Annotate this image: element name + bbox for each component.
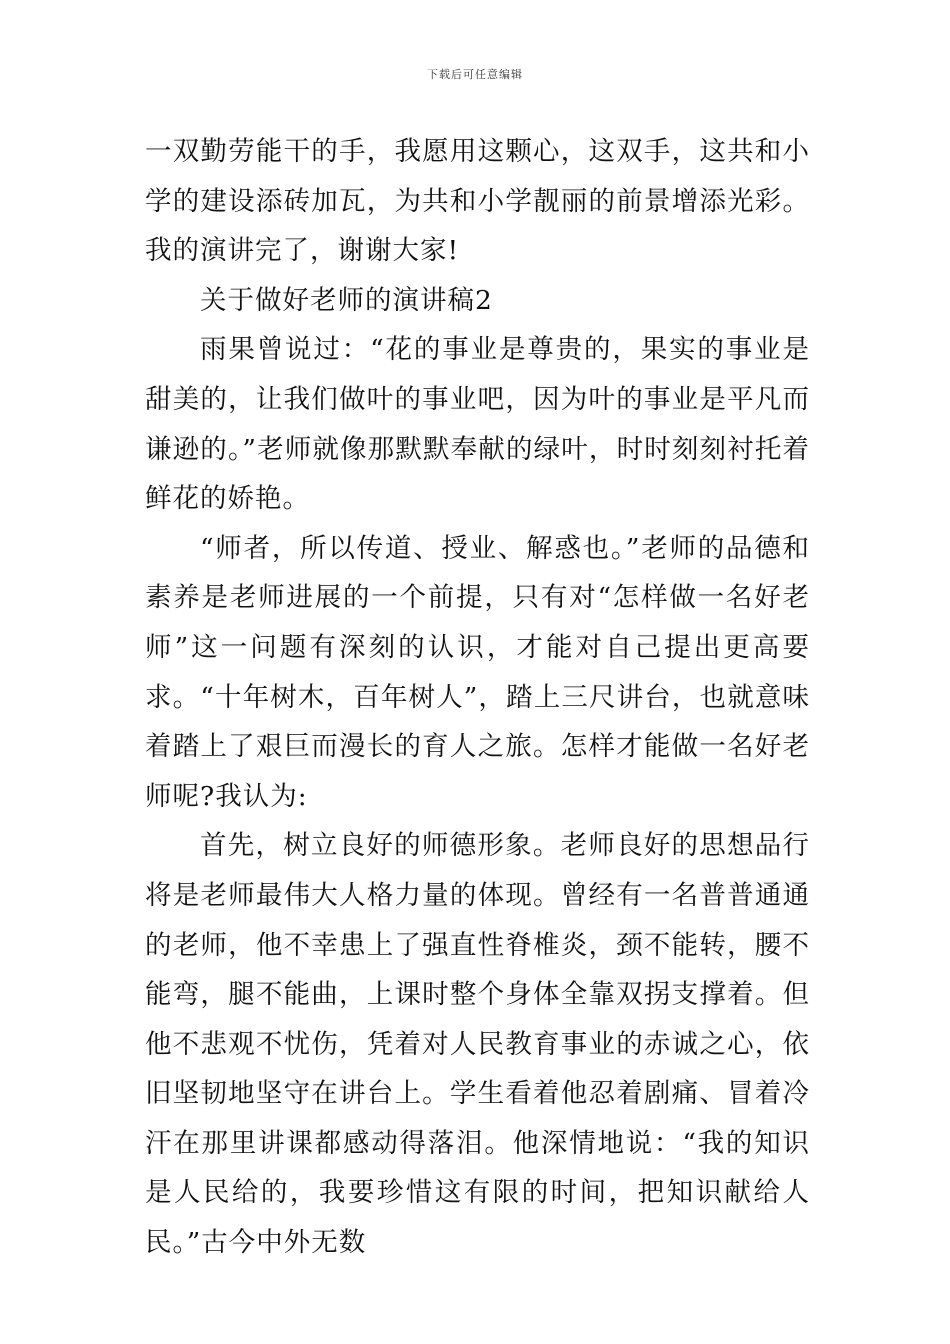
paragraph-teacher-virtue: “师者，所以传道、授业、解惑也。”老师的品德和素养是老师进展的一个前提，只有对“怎样做一名好老师”这一问题有深刻的认识，才能对自己提出更高要求。“十年树木，百年树人”，踏上三尺讲台，也就意味着踏上了艰巨而漫长的育人之旅。怎样才能做一名好老师呢?我认为: [145,532,810,812]
paragraph-continuation: 一双勤劳能干的手，我愿用这颗心，这双手，这共和小学的建设添砖加瓦，为共和小学靓丽的前景增添光彩。我的演讲完了，谢谢大家! [145,136,810,267]
document-body [145,127,810,1268]
page-header-note: 下载后可任意编辑 [427,68,523,81]
paragraph-first-point: 首先，树立良好的师德形象。老师良好的思想品行将是老师最伟大人格力量的体现。曾经有一名普普通通的老师，他不幸患上了强直性脊椎炎，颈不能转，腰不能弯，腿不能曲，上课时整个身体全靠双拐支撑着。但他不悲观不忧伤，凭着对人民教育事业的赤诚之心，依旧坚韧地坚守在讲台上。学生看着他忍着剧痛、冒着冷汗在那里讲课都感动得落泪。他深情地说：“我的知识是人民给的，我要珍惜这有限的时间，把知识献给人民。”古今中外无数 [145,830,810,1259]
paragraph-quote-hugo: 雨果曾说过：“花的事业是尊贵的，果实的事业是甜美的，让我们做叶的事业吧，因为叶的事业是平凡而谦逊的。”老师就像那默默奉献的绿叶，时时刻刻衬托着鲜花的娇艳。 [145,334,810,515]
section-heading: 关于做好老师的演讲稿2 [200,284,493,316]
